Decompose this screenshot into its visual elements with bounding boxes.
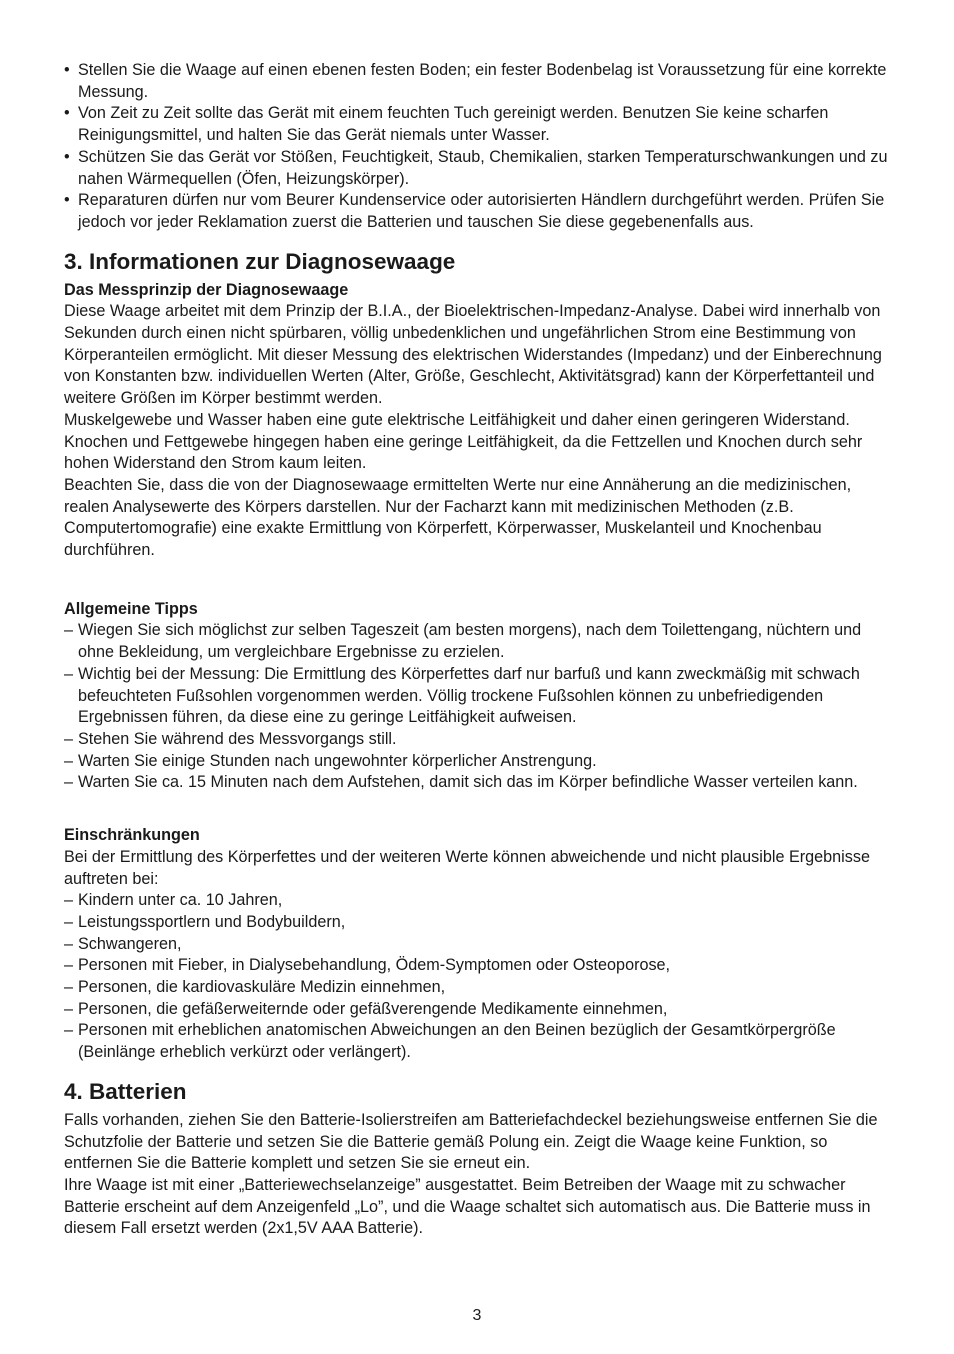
section-4-heading: 4. Batterien — [64, 1078, 187, 1104]
list-item — [64, 190, 890, 233]
list-item-text: Schwangeren, — [78, 934, 182, 953]
dash-marker: – — [64, 891, 74, 910]
list-item — [64, 664, 890, 729]
dash-marker: – — [64, 978, 74, 997]
dash-marker: – — [64, 751, 74, 770]
list-item-text: Wichtig bei der Messung: Die Ermittlung des Körperfettes darf nur barfuß und kann zweckmäßig mit schwach befeuchteten Fußsohlen vorgenommen werden. Völlig trockene Fußsohlen können zu unbefriedigenden Ergebnissen führen, da diese eine zu geringe Leitfähigkeit aufweisen. — [78, 664, 860, 727]
list-item-text: Personen, die gefäßerweiternde oder gefäßverengende Medikamente einnehmen, — [78, 999, 668, 1018]
list-item-text: Stellen Sie die Waage auf einen ebenen festen Boden; ein fester Bodenbelag ist Voraussetzung für eine korrekte Messung. — [78, 61, 887, 101]
dash-marker: – — [64, 729, 74, 748]
list-item — [64, 1020, 890, 1063]
section-3-heading: 3. Informationen zur Diagnosewaage — [64, 248, 456, 274]
dash-marker: – — [64, 1021, 74, 1040]
bullet-marker: • — [64, 104, 70, 123]
list-item — [64, 772, 890, 794]
list-item — [64, 977, 890, 999]
dash-marker: – — [64, 773, 74, 792]
dash-marker: – — [64, 999, 74, 1018]
bullet-marker: • — [64, 61, 70, 79]
tips-list — [64, 620, 890, 794]
dash-marker: – — [64, 934, 74, 953]
dash-marker: – — [64, 956, 74, 975]
dash-marker: – — [64, 621, 74, 640]
list-item-text: Von Zeit zu Zeit sollte das Gerät mit einem feuchten Tuch gereinigt werden. Benutzen Sie keine scharfen Reinigungsmittel, und halten Sie das Gerät niemals unter Wasser. — [78, 104, 829, 145]
list-item — [64, 729, 890, 751]
list-item — [64, 751, 890, 773]
list-item — [64, 999, 890, 1021]
list-item-text: Stehen Sie während des Messvorgangs still. — [78, 729, 397, 748]
principle-paragraph: Diese Waage arbeitet mit dem Prinzip der B.I.A., der Bioelektrischen-Impedanz-Analyse. Dabei wird innerhalb von Sekunden durch einen nicht spürbaren, völlig unbedenklichen und ungefährlichen Strom eine Bestimmung von Körperanteilen ermöglicht. Mit dieser Messung des elektrischen Widerstandes (Impedanz) und der Einberechnung von Konstanten bzw. individuellen Werten (Alter, Größe, Geschlecht, Aktivitätsgrad) kann der Körperfettanteil und weitere Größen im Körper bestimmt werden. — [64, 302, 882, 408]
limits-intro: Bei der Ermittlung des Körperfettes und der weiteren Werte können abweichende und nicht plausible Ergebnisse auftreten bei: — [64, 847, 870, 888]
list-item — [64, 934, 890, 956]
bullet-marker: • — [64, 147, 70, 166]
list-item — [64, 912, 890, 934]
limits-list — [64, 890, 890, 1064]
list-item-text: Wiegen Sie sich möglichst zur selben Tageszeit (am besten morgens), nach dem Toilettengang, nüchtern und ohne Bekleidung, um vergleichbare Ergebnisse zu erzielen. — [78, 621, 862, 662]
list-item-text: Schützen Sie das Gerät vor Stößen, Feuchtigkeit, Staub, Chemikalien, starken Temperaturschwankungen und zu nahen Wärmequellen (Öfen, Heizungskörper). — [78, 147, 888, 188]
list-item-text: Personen mit erheblichen anatomischen Abweichungen an den Beinen bezüglich der Gesamtkörpergröße (Beinlänge erheblich verkürzt oder verlängert). — [78, 1021, 836, 1062]
tips-heading: Allgemeine Tipps — [64, 599, 198, 618]
list-item — [64, 103, 890, 146]
list-item — [64, 147, 890, 190]
list-item-text: Warten Sie einige Stunden nach ungewohnter körperlicher Anstrengung. — [78, 751, 597, 770]
spacer — [64, 562, 890, 599]
list-item — [64, 620, 890, 663]
battery-paragraph: Falls vorhanden, ziehen Sie den Batterie-Isolierstreifen am Batteriefachdeckel beziehungsweise entfernen Sie die Schutzfolie der Batterie und setzen Sie die Batterie gemäß Polung ein. Zeigt die Waage keine Funktion, so entfernen Sie die Batterie komplett und setzen Sie sie erneut ein. — [64, 1110, 878, 1173]
intro-bullet-list — [64, 60, 890, 234]
principle-paragraph: Muskelgewebe und Wasser haben eine gute elektrische Leitfähigkeit und daher einen geringeren Widerstand. — [64, 410, 850, 429]
dash-marker: – — [64, 912, 74, 931]
spacer — [64, 794, 890, 825]
list-item — [64, 890, 890, 912]
principle-paragraph: Knochen und Fettgewebe hingegen haben eine geringe Leitfähigkeit, da die Fettzellen und Knochen durch sehr hohen Widerstand den Strom kaum leiten. — [64, 432, 863, 473]
principle-heading: Das Messprinzip der Diagnosewaage — [64, 280, 349, 299]
list-item — [64, 955, 890, 977]
list-item-text: Personen mit Fieber, in Dialysebehandlung, Ödem-Symptomen oder Osteoporose, — [78, 956, 671, 975]
list-item-text: Reparaturen dürfen nur vom Beurer Kundenservice oder autorisierten Händlern durchgeführt werden. Prüfen Sie jedoch vor jeder Reklamation zuerst die Batterien und tauschen Sie diese gegebenenfalls aus. — [78, 191, 885, 231]
list-item-text: Warten Sie ca. 15 Minuten nach dem Aufstehen, damit sich das im Körper befindliche Wasser verteilen kann. — [78, 773, 858, 792]
list-item-text: Personen, die kardiovaskuläre Medizin einnehmen, — [78, 978, 446, 997]
list-item-text: Kindern unter ca. 10 Jahren, — [78, 891, 283, 910]
battery-paragraph: Ihre Waage ist mit einer „Batteriewechselanzeige” ausgestattet. Beim Betreiben der Waage mit zu schwacher Batterie erscheint auf dem Anzeigenfeld „Lo”, und die Waage schaltet sich automatisch aus. Die Batterie muss in diesem Fall ersetzt werden (2x1,5V AAA Batterie). — [64, 1175, 871, 1238]
list-item-text: Leistungssportlern und Bodybuildern, — [78, 912, 346, 931]
limits-heading: Einschränkungen — [64, 826, 200, 845]
principle-paragraph: Beachten Sie, dass die von der Diagnosewaage ermittelten Werte nur eine Annäherung an die medizinischen, realen Analysewerte des Körpers darstellen. Nur der Facharzt kann mit medizinischen Methoden (z.B. Computertomografie) eine exakte Ermittlung von Körperfett, Körperwasser, Muskelanteil und Knochenbau durchführen. — [64, 475, 852, 560]
list-item — [64, 60, 890, 103]
bullet-marker: • — [64, 191, 70, 210]
dash-marker: – — [64, 664, 74, 683]
page-number: 3 — [472, 1307, 482, 1324]
